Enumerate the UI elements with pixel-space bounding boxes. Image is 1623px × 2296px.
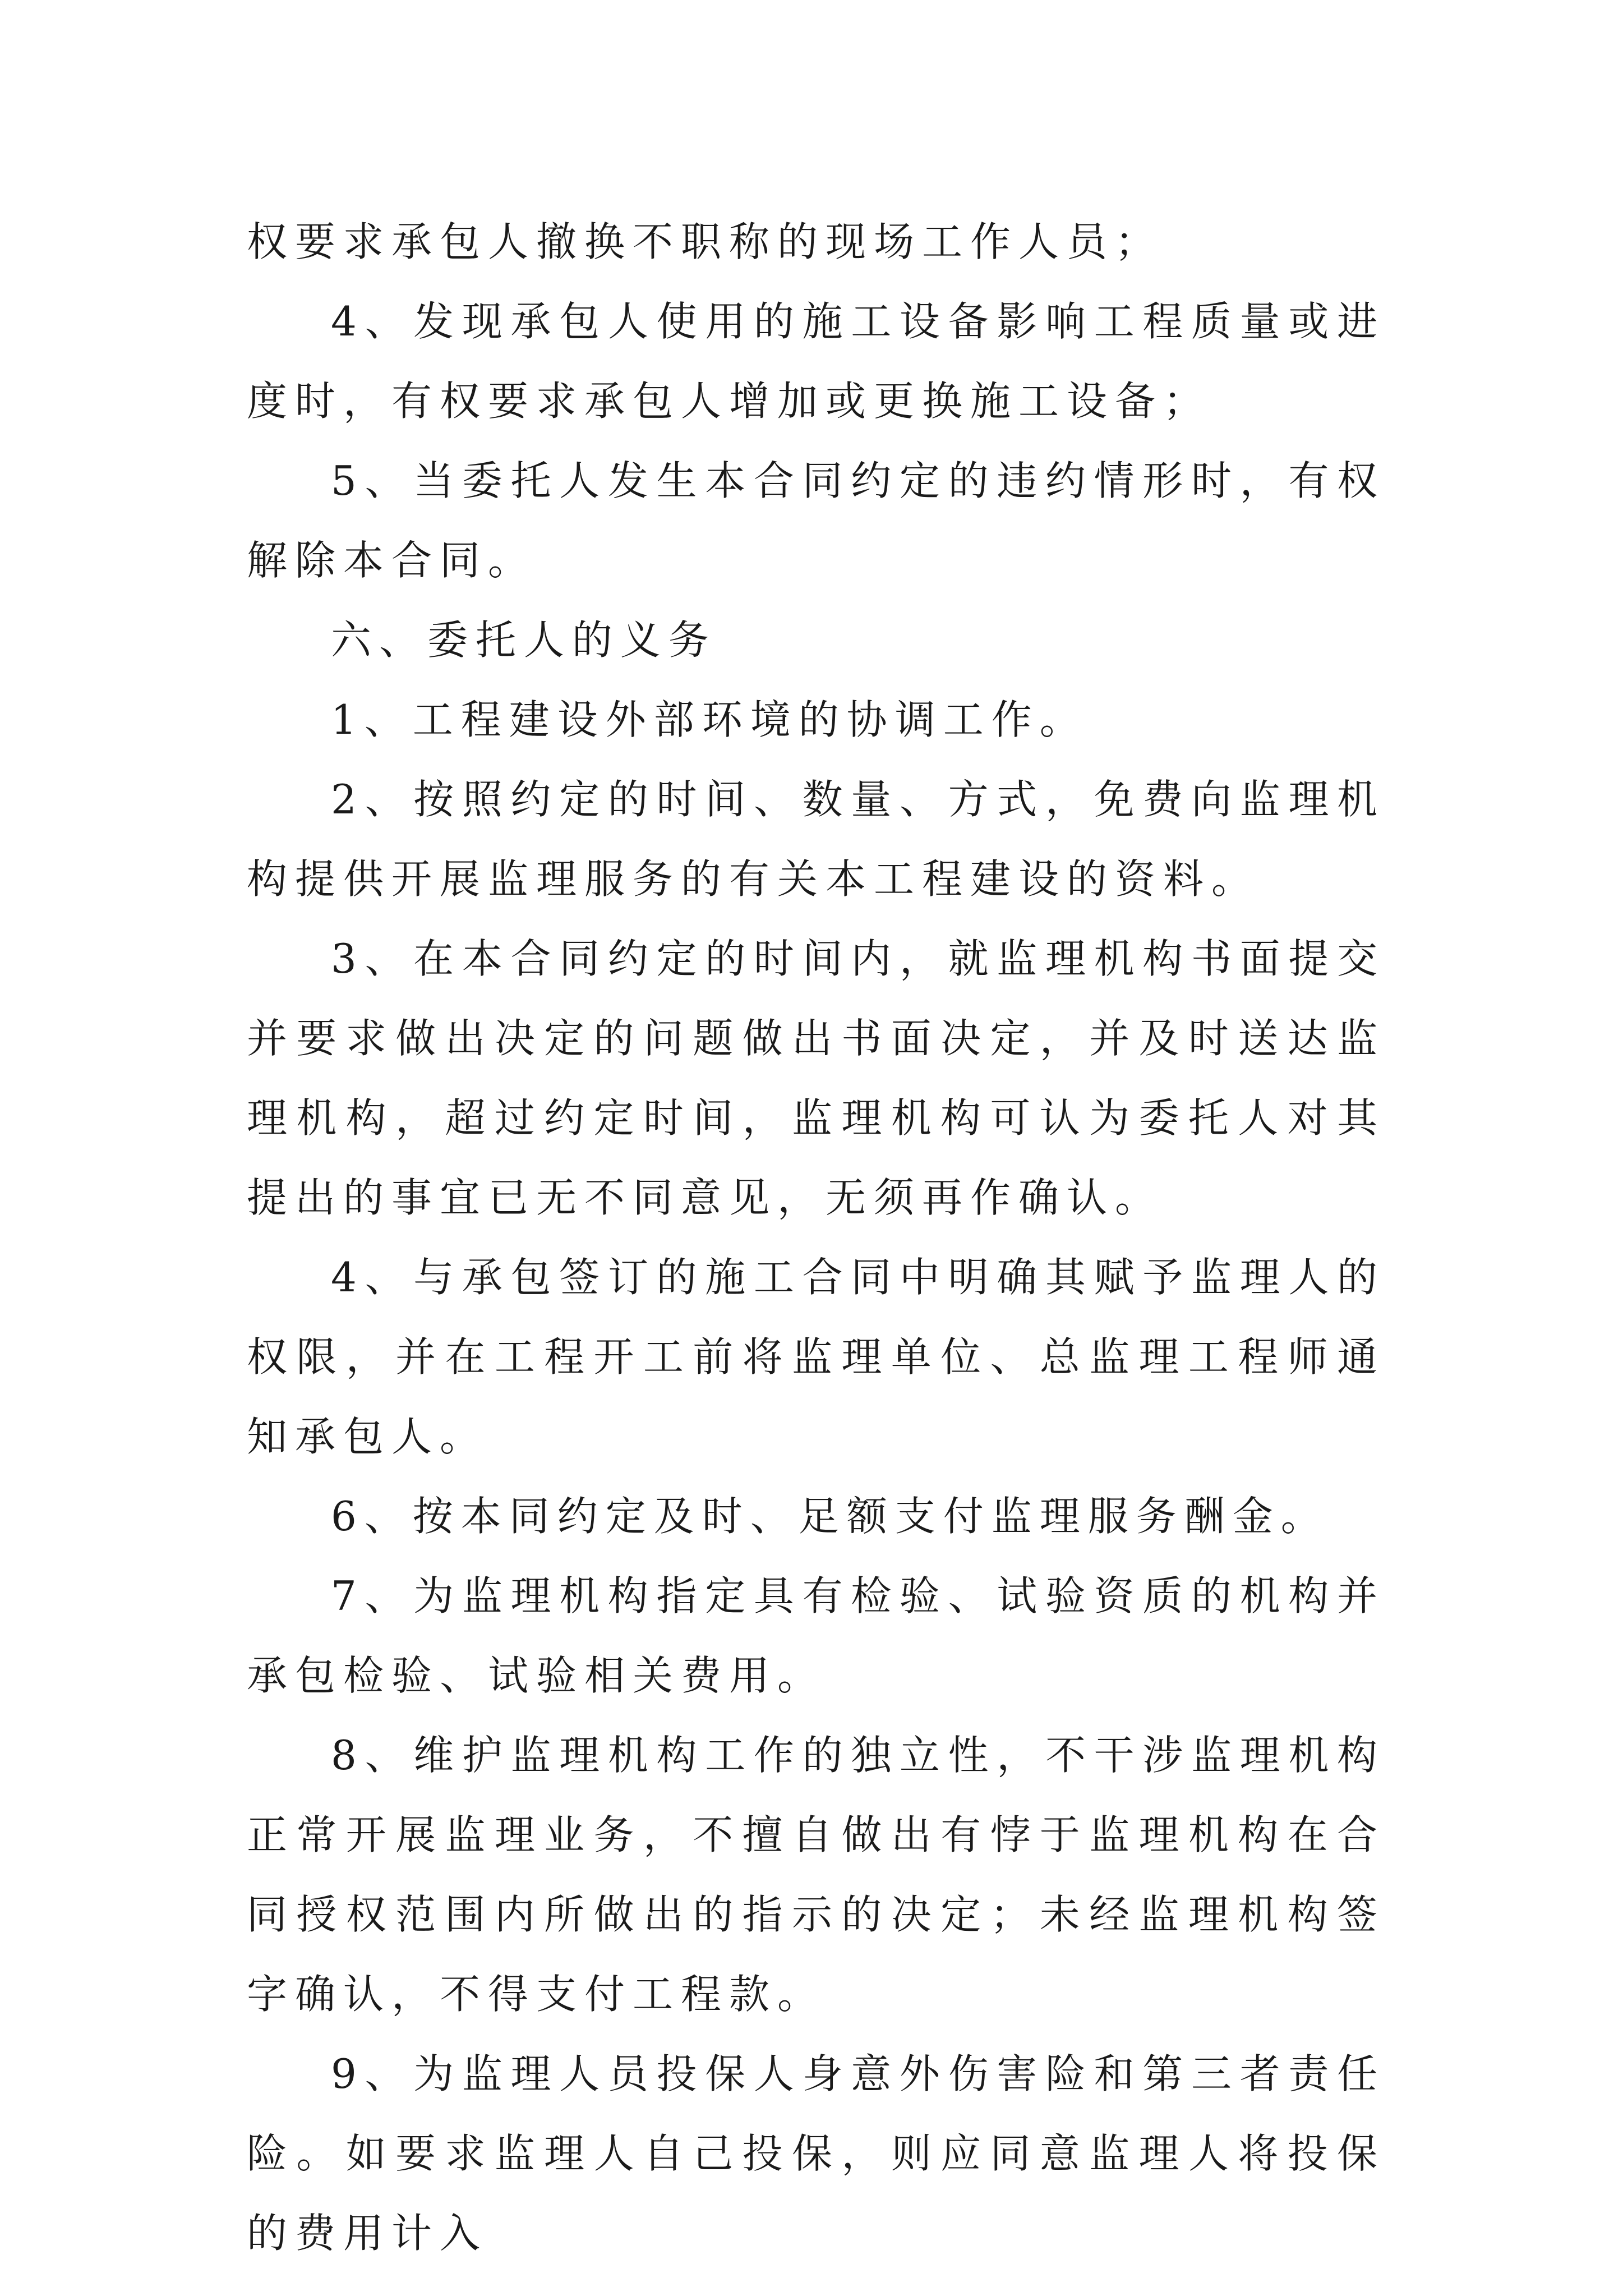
paragraph-continuation: 权要求承包人撤换不职称的现场工作人员； — [247, 218, 1164, 265]
paragraph-item-5-termination: 5、当委托人发生本合同约定的违约情形时，有权解除本合同。 — [247, 457, 1385, 584]
paragraph-obligation-1: 1、工程建设外部环境的协调工作。 — [331, 696, 1088, 743]
paragraph-obligation-8: 8、维护监理机构工作的独立性，不干涉监理机构正常开展监理业务，不擅自做出有悖于监理机构在合同授权范围内所做出的指示的决定；未经监理机构签字确认，不得支付工程款。 — [247, 1732, 1385, 2018]
paragraph-obligation-6: 6、按本同约定及时、足额支付监理服务酬金。 — [331, 1493, 1329, 1540]
paragraph-obligation-2: 2、按照约定的时间、数量、方式，免费向监理机构提供开展监理服务的有关本工程建设的资料。 — [247, 776, 1385, 903]
paragraph-obligation-4: 4、与承包签订的施工合同中明确其赋予监理人的权限，并在工程开工前将监理单位、总监理工程师通知承包人。 — [247, 1254, 1385, 1460]
document-body — [247, 202, 1385, 2273]
paragraph-item-4-equipment: 4、发现承包人使用的施工设备影响工程质量或进度时，有权要求承包人增加或更换施工设备； — [247, 298, 1385, 425]
section-heading-client-obligations: 六、委托人的义务 — [331, 616, 717, 664]
paragraph-obligation-7: 7、为监理机构指定具有检验、试验资质的机构并承包检验、试验相关费用。 — [247, 1572, 1385, 1699]
paragraph-obligation-9: 9、为监理人员投保人身意外伤害险和第三者责任险。如要求监理人自己投保，则应同意监理人将投保的费用计入 — [247, 2050, 1385, 2257]
paragraph-obligation-3: 3、在本合同约定的时间内，就监理机构书面提交并要求做出决定的问题做出书面决定，并及时送达监理机构，超过约定时间，监理机构可认为委托人对其提出的事宜已无不同意见，无须再作确认。 — [247, 935, 1385, 1221]
